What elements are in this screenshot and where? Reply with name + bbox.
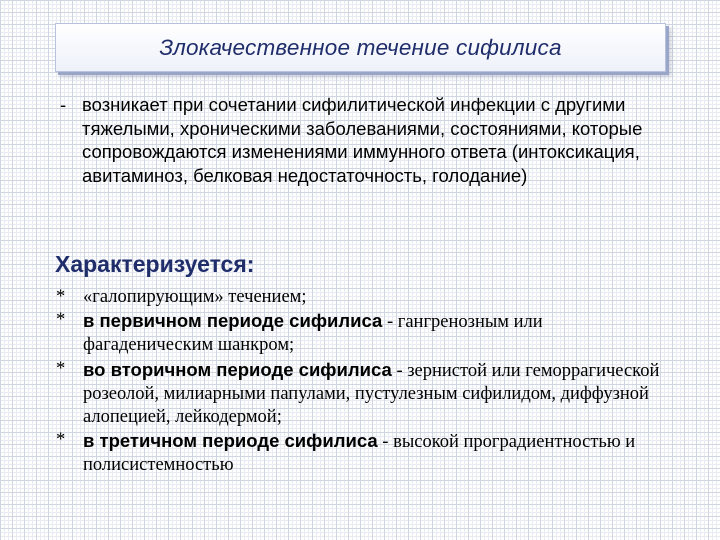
- list-item: [55, 286, 665, 309]
- slide-title: Злокачественное течение сифилиса: [159, 34, 562, 60]
- title-box: [55, 23, 666, 72]
- bullet-text: - гангренозным или фагаденическим шанкром;: [83, 312, 543, 356]
- bullet-bold-lead: в первичном периоде сифилиса: [83, 310, 383, 332]
- bullet-star: *: [56, 358, 66, 379]
- list-item: [55, 309, 665, 357]
- bullet-bold-lead: во вторичном периоде сифилиса: [83, 358, 392, 380]
- list-item: [55, 429, 665, 477]
- intro-text: возникает при сочетании сифилитической инфекции с другими тяжелыми, хроническими заболеваниями, состояниями, которые сопровождаются изменениями иммунного ответа (интоксикация, авитаминоз, белковая недостаточность, голодание): [82, 94, 643, 186]
- intro-dash-marker: -: [60, 94, 67, 115]
- bullet-text: - высокой проградиентностью и полисистемностью: [83, 432, 636, 476]
- bullet-star: *: [56, 287, 66, 307]
- intro-paragraph: [60, 93, 660, 187]
- characteristics-list: [55, 286, 665, 478]
- list-item: [55, 358, 665, 430]
- bullet-text: - зернистой или геморрагической розеолой, милиарными папулами, пустулезным сифилидом, диффузной алопецией, лейкодермой;: [83, 360, 660, 428]
- bullet-bold-lead: в третичном периоде сифилиса: [83, 430, 378, 452]
- characteristics-heading: Характеризуется:: [55, 251, 255, 277]
- bullet-star: *: [56, 310, 66, 331]
- bullet-text: «галопирующим» течением;: [83, 287, 307, 307]
- bullet-star: *: [56, 430, 66, 451]
